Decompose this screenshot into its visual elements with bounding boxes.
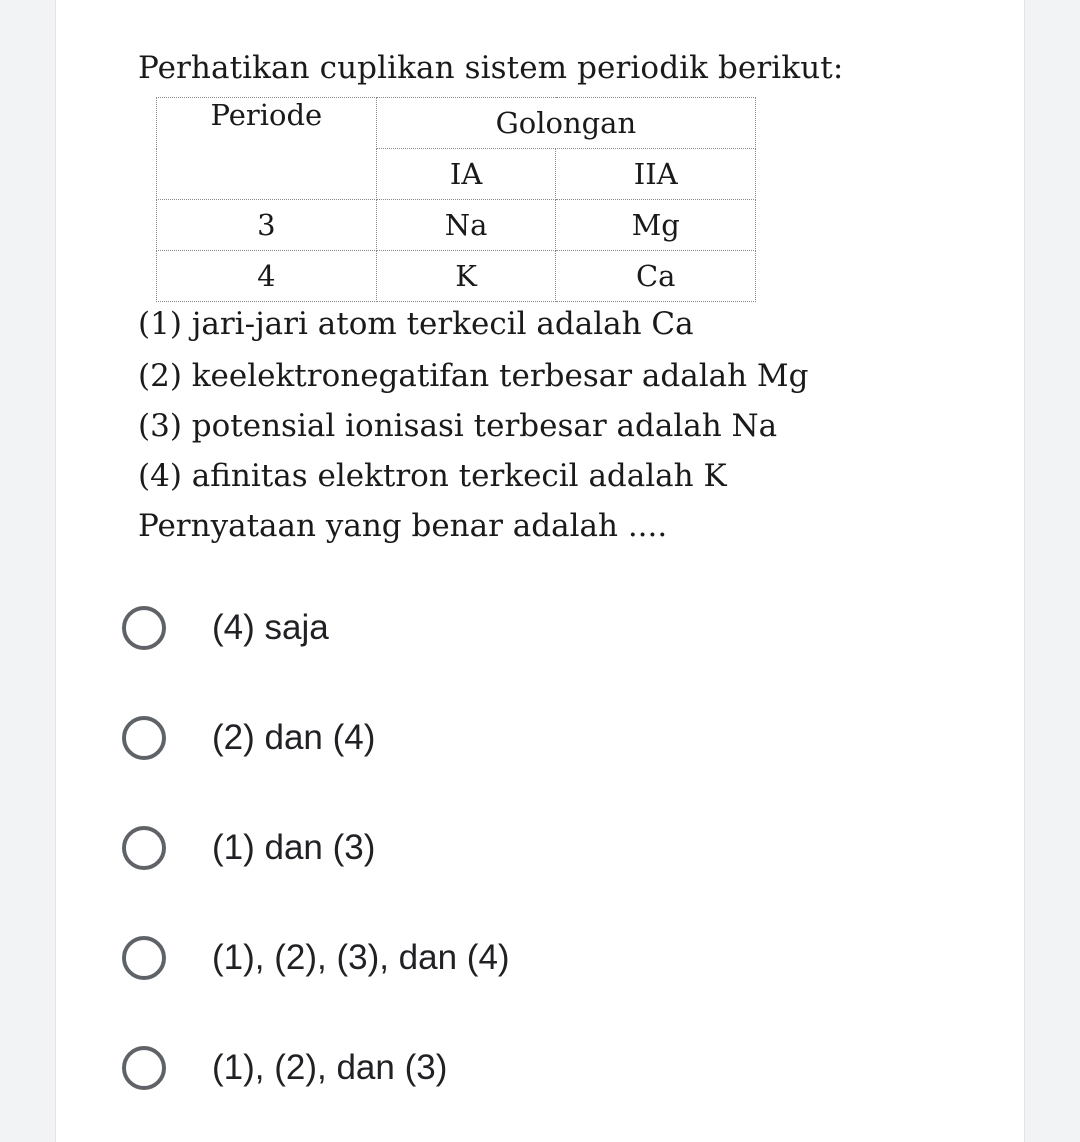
cell-ia: K: [376, 251, 556, 302]
question-prompt: Pernyataan yang benar adalah ....: [138, 508, 668, 544]
option-label: (1), (2), dan (3): [212, 1048, 448, 1087]
table-header-row: [157, 98, 756, 149]
periodic-table-excerpt: [156, 97, 756, 302]
cell-iia: Ca: [556, 251, 756, 302]
option-5[interactable]: [122, 1038, 447, 1098]
radio-circle-icon[interactable]: [122, 1046, 166, 1090]
statement-2: (2) keelektronegatifan terbesar adalah Mg: [138, 358, 809, 394]
option-3[interactable]: [122, 818, 375, 878]
question-card: [55, 0, 1025, 1142]
option-2[interactable]: [122, 708, 375, 768]
cell-period: 4: [157, 251, 377, 302]
header-group: Golongan: [376, 98, 755, 149]
statement-3: (3) potensial ionisasi terbesar adalah Na: [138, 408, 778, 444]
header-period: Periode: [157, 98, 377, 200]
subheader-iia: IIA: [556, 149, 756, 200]
radio-circle-icon[interactable]: [122, 716, 166, 760]
option-label: (2) dan (4): [212, 718, 376, 757]
question-intro: Perhatikan cuplikan sistem periodik berikut:: [138, 50, 844, 86]
radio-circle-icon[interactable]: [122, 606, 166, 650]
option-label: (4) saja: [212, 608, 329, 647]
option-4[interactable]: [122, 928, 510, 988]
table-row: [157, 251, 756, 302]
cell-iia: Mg: [556, 200, 756, 251]
statement-4: (4) afinitas elektron terkecil adalah K: [138, 458, 727, 494]
option-1[interactable]: [122, 598, 329, 658]
cell-ia: Na: [376, 200, 556, 251]
radio-circle-icon[interactable]: [122, 826, 166, 870]
subheader-ia: IA: [376, 149, 556, 200]
cell-period: 3: [157, 200, 377, 251]
statement-1: (1) jari-jari atom terkecil adalah Ca: [138, 306, 694, 342]
table-row: [157, 200, 756, 251]
option-label: (1) dan (3): [212, 828, 376, 867]
question-image: [56, 0, 1026, 560]
radio-circle-icon[interactable]: [122, 936, 166, 980]
option-label: (1), (2), (3), dan (4): [212, 938, 510, 977]
